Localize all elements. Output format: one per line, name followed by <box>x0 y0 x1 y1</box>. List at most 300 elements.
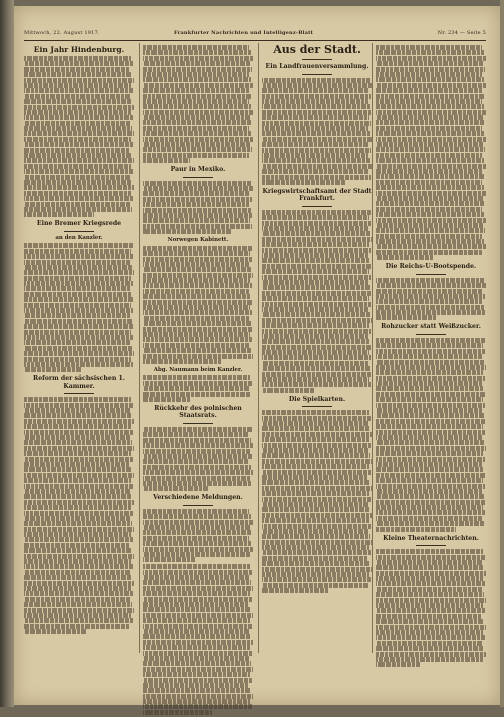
text-line <box>24 537 133 542</box>
text-line <box>376 191 486 196</box>
text-line <box>262 529 368 534</box>
text-line <box>143 386 249 391</box>
article-headline: Abg. Naumann beim Kanzler. <box>153 366 243 373</box>
text-line <box>24 115 133 120</box>
text-line <box>262 126 368 131</box>
text-line <box>143 110 253 115</box>
text-line <box>376 234 482 239</box>
column-divider <box>372 43 373 653</box>
text-line <box>376 608 485 613</box>
text-line <box>376 370 483 375</box>
column-1 <box>24 43 134 636</box>
text-line <box>24 185 134 190</box>
text-line <box>262 567 372 572</box>
article-headline: Die Reichs-U-Bootspende. <box>385 263 477 271</box>
text-line <box>262 312 370 317</box>
text-line <box>262 540 372 545</box>
text-line <box>376 446 486 451</box>
text-line <box>376 228 485 233</box>
text-line <box>376 521 484 526</box>
text-line <box>24 367 81 372</box>
text-line <box>143 191 250 196</box>
text-line <box>24 430 133 435</box>
article-headline: Ein Jahr Hindenburg. <box>33 45 125 54</box>
text-line <box>262 148 371 153</box>
text-line <box>143 672 250 677</box>
text-line <box>143 294 251 299</box>
text-line <box>376 196 483 201</box>
text-line <box>143 348 251 353</box>
text-line <box>262 486 372 491</box>
text-line <box>376 50 484 55</box>
text-line <box>24 602 132 607</box>
text-line <box>262 131 370 136</box>
article-headline: Paur in Mexiko. <box>170 166 226 174</box>
article-body <box>376 278 486 321</box>
article-body <box>376 549 486 667</box>
text-line <box>24 131 134 136</box>
text-line <box>24 629 86 634</box>
text-line <box>143 520 253 525</box>
article-body <box>262 210 372 393</box>
text-line <box>143 300 253 305</box>
text-line <box>376 603 483 608</box>
text-line <box>262 588 329 593</box>
text-line <box>262 180 346 185</box>
text-line <box>143 72 249 77</box>
text-line <box>143 332 250 337</box>
text-line <box>376 440 484 445</box>
text-line <box>143 607 251 612</box>
text-line <box>376 576 483 581</box>
text-line <box>143 651 252 656</box>
header-rule <box>24 40 486 41</box>
text-line <box>24 137 131 142</box>
text-line <box>262 534 370 539</box>
article-headline: Eine Bremer Kriegsrede <box>36 220 122 228</box>
text-line <box>262 372 372 377</box>
text-line <box>143 618 250 623</box>
text-line <box>143 541 251 546</box>
text-line <box>143 99 249 104</box>
text-line <box>262 339 370 344</box>
text-line <box>262 334 368 339</box>
text-line <box>24 618 133 623</box>
text-line <box>24 564 133 569</box>
text-line <box>143 359 221 364</box>
text-line <box>24 532 131 537</box>
text-line <box>376 360 484 365</box>
headline-rule <box>302 206 332 207</box>
binding-edge <box>0 0 14 707</box>
text-line <box>24 397 131 402</box>
text-line <box>24 56 131 61</box>
text-line <box>143 142 250 147</box>
text-line <box>143 310 252 315</box>
text-line <box>376 153 482 158</box>
text-line <box>262 242 369 247</box>
text-line <box>143 246 253 251</box>
text-line <box>143 381 252 386</box>
text-line <box>143 56 253 61</box>
article-headline: Verschiedene Meldungen. <box>153 494 243 502</box>
text-line <box>143 213 253 218</box>
text-line <box>143 202 249 207</box>
text-line <box>143 432 249 437</box>
text-line <box>24 362 133 367</box>
text-line <box>376 278 484 283</box>
headline-rule <box>416 334 446 335</box>
text-line <box>376 169 483 174</box>
article-headline: Norwegen Kabinett. <box>167 237 229 244</box>
text-line <box>24 249 131 254</box>
text-line <box>376 61 483 66</box>
text-line <box>143 88 250 93</box>
text-line <box>262 221 371 226</box>
text-line <box>376 430 485 435</box>
text-line <box>24 586 131 591</box>
text-line <box>143 570 252 575</box>
text-line <box>376 294 485 299</box>
text-line <box>143 283 252 288</box>
text-line <box>262 318 372 323</box>
text-line <box>143 321 251 326</box>
text-line <box>376 83 486 88</box>
article-body <box>376 338 486 532</box>
text-line <box>24 511 133 516</box>
text-line <box>24 527 134 532</box>
text-line <box>262 115 369 120</box>
text-line <box>376 381 482 386</box>
text-line <box>262 524 371 529</box>
text-line <box>262 253 368 258</box>
header-page-number: Nr. 234 — Seite 5 <box>437 30 486 36</box>
text-line <box>262 158 370 163</box>
text-line <box>143 181 251 186</box>
text-line <box>24 357 131 362</box>
text-line <box>376 408 482 413</box>
column-3 <box>262 43 372 595</box>
text-line <box>24 67 130 72</box>
text-line <box>143 624 252 629</box>
text-line <box>143 197 252 202</box>
text-line <box>262 142 369 147</box>
text-line <box>376 598 486 603</box>
text-line <box>376 131 484 136</box>
text-line <box>143 305 250 310</box>
text-line <box>143 459 249 464</box>
text-line <box>262 350 369 355</box>
headline-rule <box>64 231 94 232</box>
article-body <box>143 45 253 163</box>
text-line <box>262 175 371 180</box>
text-line <box>262 215 369 220</box>
text-line <box>24 265 132 270</box>
text-line <box>262 497 371 502</box>
text-line <box>376 657 483 662</box>
text-line <box>24 473 134 478</box>
text-line <box>143 262 249 267</box>
text-line <box>143 337 252 342</box>
text-line <box>24 105 134 110</box>
text-line <box>376 354 482 359</box>
text-line <box>262 432 372 437</box>
text-line <box>376 110 486 115</box>
text-line <box>143 443 253 448</box>
column-divider <box>139 43 140 653</box>
text-line <box>262 355 371 360</box>
text-line <box>24 88 133 93</box>
text-line <box>24 276 131 281</box>
text-line <box>376 435 482 440</box>
text-line <box>24 500 134 505</box>
text-line <box>262 377 369 382</box>
headline-rule <box>183 423 213 424</box>
text-line <box>262 231 370 236</box>
header-date: Mittwoch, 22. August 1917. <box>24 30 100 36</box>
text-line <box>24 121 130 126</box>
text-line <box>376 619 484 624</box>
text-line <box>143 547 253 552</box>
text-line <box>376 386 484 391</box>
text-line <box>24 78 134 83</box>
text-line <box>143 354 253 359</box>
text-line <box>24 158 134 163</box>
text-line <box>24 292 132 297</box>
text-line <box>143 186 253 191</box>
text-line <box>376 565 484 570</box>
text-line <box>143 629 249 634</box>
text-line <box>143 427 252 432</box>
text-line <box>24 175 130 180</box>
text-line <box>143 552 250 557</box>
text-line <box>143 438 251 443</box>
text-line <box>376 289 483 294</box>
text-line <box>262 307 368 312</box>
text-line <box>376 581 485 586</box>
text-line <box>376 218 486 223</box>
text-line <box>376 625 486 630</box>
text-line <box>143 645 250 650</box>
text-line <box>143 678 252 683</box>
text-line <box>376 207 482 212</box>
text-line <box>24 169 133 174</box>
text-line <box>24 254 133 259</box>
text-line <box>143 67 252 72</box>
text-line <box>262 518 369 523</box>
text-line <box>24 340 130 345</box>
text-line <box>143 710 212 715</box>
text-line <box>24 467 132 472</box>
text-line <box>262 448 368 453</box>
text-line <box>24 575 132 580</box>
text-line <box>376 201 485 206</box>
text-line <box>376 652 486 657</box>
section-banner: Aus der Stadt. <box>273 43 361 56</box>
text-line <box>24 581 134 586</box>
text-line <box>376 494 484 499</box>
text-line <box>143 83 253 88</box>
text-line <box>376 510 485 515</box>
text-line <box>143 667 253 672</box>
headline-rule <box>416 545 446 546</box>
text-line <box>262 248 371 253</box>
text-line <box>143 597 252 602</box>
text-line <box>376 283 486 288</box>
text-line <box>376 223 483 228</box>
text-line <box>143 153 249 158</box>
text-line <box>262 421 368 426</box>
text-line <box>24 164 131 169</box>
article-body <box>376 45 486 260</box>
text-line <box>143 575 249 580</box>
text-line <box>143 343 249 348</box>
text-line <box>24 424 131 429</box>
text-line <box>143 661 251 666</box>
text-line <box>24 613 131 618</box>
text-line <box>143 208 251 213</box>
text-line <box>143 120 252 125</box>
text-line <box>376 516 482 521</box>
text-line <box>376 250 483 255</box>
text-line <box>376 56 486 61</box>
text-line <box>376 560 482 565</box>
article-body <box>143 246 253 364</box>
text-line <box>262 550 371 555</box>
text-line <box>143 327 253 332</box>
text-line <box>376 646 484 651</box>
text-line <box>24 543 130 548</box>
text-line <box>24 548 132 553</box>
text-line <box>376 115 483 120</box>
headline-rule <box>416 274 446 275</box>
text-line <box>24 153 132 158</box>
text-line <box>376 305 484 310</box>
text-line <box>24 446 134 451</box>
text-line <box>143 557 195 562</box>
text-line <box>24 196 133 201</box>
text-line <box>143 50 251 55</box>
text-line <box>143 158 190 163</box>
text-line <box>24 191 131 196</box>
text-line <box>143 525 250 530</box>
text-line <box>376 77 484 82</box>
text-line <box>143 267 251 272</box>
text-line <box>24 403 133 408</box>
article-body <box>262 410 372 593</box>
text-line <box>262 513 372 518</box>
text-line <box>262 110 372 115</box>
text-line <box>143 640 253 645</box>
text-line <box>24 61 133 66</box>
article-body <box>143 375 253 402</box>
text-line <box>376 142 483 147</box>
headline-rule <box>183 505 213 506</box>
text-line <box>262 164 372 169</box>
text-line <box>262 296 369 301</box>
text-line <box>376 126 482 131</box>
text-line <box>24 413 132 418</box>
article-body <box>143 427 253 491</box>
text-line <box>376 88 483 93</box>
text-line <box>143 126 249 131</box>
text-line <box>376 571 486 576</box>
text-line <box>262 480 370 485</box>
text-line <box>24 624 130 629</box>
text-line <box>376 239 484 244</box>
text-line <box>376 164 486 169</box>
column-divider <box>258 43 259 653</box>
text-line <box>24 570 130 575</box>
text-line <box>262 121 371 126</box>
text-line <box>143 509 249 514</box>
text-line <box>376 392 486 397</box>
text-line <box>24 270 134 275</box>
text-line <box>376 403 485 408</box>
text-line <box>24 110 131 115</box>
text-line <box>262 94 371 99</box>
text-line <box>24 313 130 318</box>
text-line <box>24 243 134 248</box>
text-line <box>24 202 130 207</box>
text-line <box>376 94 485 99</box>
article-body <box>143 564 253 715</box>
article-body <box>143 509 253 563</box>
column-4 <box>376 43 486 669</box>
article-headline: Die Spielkarten. <box>288 395 346 403</box>
text-line <box>143 251 250 256</box>
text-line <box>143 580 251 585</box>
text-line <box>24 462 130 467</box>
text-line <box>262 382 371 387</box>
headline-rule <box>183 177 213 178</box>
text-line <box>143 224 252 229</box>
text-line <box>262 453 370 458</box>
article-body <box>143 181 253 235</box>
text-line <box>24 281 133 286</box>
text-line <box>143 514 251 519</box>
text-line <box>262 323 369 328</box>
text-line <box>262 475 368 480</box>
text-line <box>262 285 370 290</box>
text-line <box>24 419 134 424</box>
text-line <box>262 258 370 263</box>
text-line <box>262 556 368 561</box>
text-line <box>143 397 191 402</box>
text-line <box>376 397 483 402</box>
text-line <box>24 608 134 613</box>
text-line <box>262 269 369 274</box>
article-headline: Reform der sächsischen 1. Kammer. <box>33 375 125 390</box>
text-line <box>262 78 370 83</box>
text-line <box>376 310 486 315</box>
text-line <box>143 634 251 639</box>
text-line <box>376 527 456 532</box>
text-line <box>24 72 132 77</box>
text-line <box>24 440 132 445</box>
text-line <box>376 180 482 185</box>
text-line <box>24 559 131 564</box>
page-header <box>24 30 486 40</box>
text-line <box>143 104 251 109</box>
text-line <box>376 500 486 505</box>
text-line <box>24 148 130 153</box>
text-line <box>262 470 371 475</box>
text-line <box>262 302 371 307</box>
text-line <box>24 324 134 329</box>
text-line <box>376 424 483 429</box>
text-line <box>376 120 485 125</box>
